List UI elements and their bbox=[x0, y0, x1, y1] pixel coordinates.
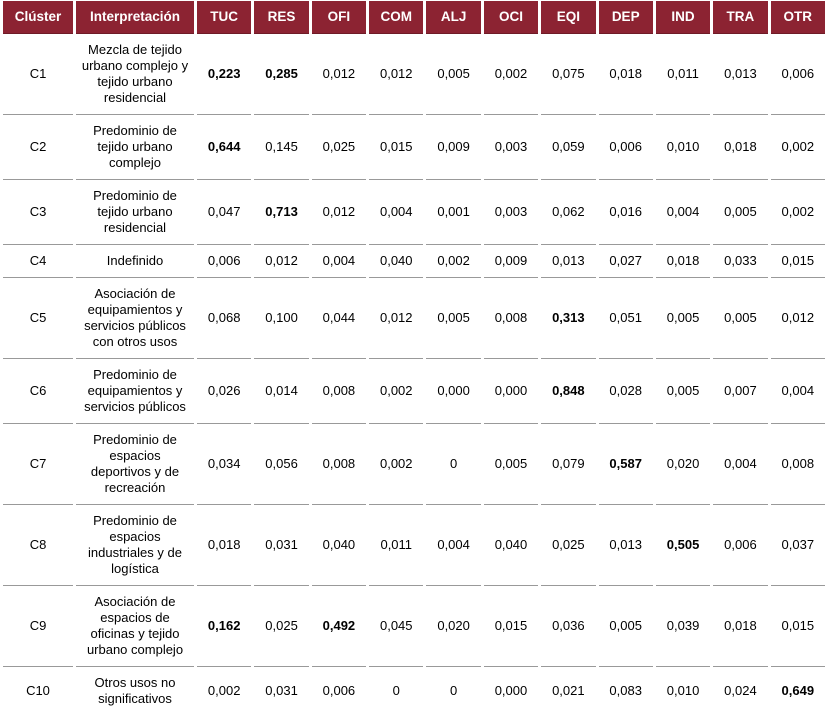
value-cell: 0,005 bbox=[656, 359, 710, 424]
column-header-eqi: EQI bbox=[541, 1, 595, 34]
interpretation-cell: Predominio de equipamientos y servicios públicos bbox=[76, 359, 194, 424]
value-cell: 0,036 bbox=[541, 586, 595, 667]
value-cell: 0,012 bbox=[312, 34, 366, 115]
value-cell: 0,006 bbox=[771, 34, 825, 115]
column-header-cluster: Clúster bbox=[3, 1, 73, 34]
value-cell: 0,004 bbox=[426, 505, 480, 586]
value-cell: 0,012 bbox=[369, 278, 423, 359]
value-cell: 0,027 bbox=[599, 245, 653, 278]
column-header-tra: TRA bbox=[713, 1, 767, 34]
value-cell: 0,005 bbox=[484, 424, 538, 505]
value-cell: 0,018 bbox=[656, 245, 710, 278]
column-header-ofi: OFI bbox=[312, 1, 366, 34]
value-cell: 0,040 bbox=[312, 505, 366, 586]
value-cell: 0,040 bbox=[484, 505, 538, 586]
column-header-dep: DEP bbox=[599, 1, 653, 34]
value-cell: 0,015 bbox=[484, 586, 538, 667]
cluster-cell: C1 bbox=[3, 34, 73, 115]
value-cell: 0,002 bbox=[771, 115, 825, 180]
value-cell: 0,587 bbox=[599, 424, 653, 505]
table-body bbox=[3, 34, 825, 706]
value-cell: 0,002 bbox=[197, 667, 251, 706]
value-cell: 0,008 bbox=[484, 278, 538, 359]
value-cell: 0,005 bbox=[426, 278, 480, 359]
value-cell: 0 bbox=[369, 667, 423, 706]
value-cell: 0,020 bbox=[656, 424, 710, 505]
value-cell: 0,040 bbox=[369, 245, 423, 278]
value-cell: 0,002 bbox=[369, 424, 423, 505]
interpretation-cell: Mezcla de tejido urbano complejo y tejido urbano residencial bbox=[76, 34, 194, 115]
value-cell: 0,012 bbox=[254, 245, 308, 278]
value-cell: 0,008 bbox=[771, 424, 825, 505]
cluster-cell: C7 bbox=[3, 424, 73, 505]
value-cell: 0,002 bbox=[426, 245, 480, 278]
value-cell: 0,001 bbox=[426, 180, 480, 245]
value-cell: 0,062 bbox=[541, 180, 595, 245]
value-cell: 0,004 bbox=[312, 245, 366, 278]
cluster-cell: C6 bbox=[3, 359, 73, 424]
value-cell: 0,000 bbox=[484, 667, 538, 706]
interpretation-cell: Predominio de espacios deportivos y de recreación bbox=[76, 424, 194, 505]
value-cell: 0,037 bbox=[771, 505, 825, 586]
value-cell: 0,000 bbox=[426, 359, 480, 424]
value-cell: 0,025 bbox=[541, 505, 595, 586]
value-cell: 0,025 bbox=[254, 586, 308, 667]
cluster-cell: C10 bbox=[3, 667, 73, 706]
value-cell: 0,004 bbox=[656, 180, 710, 245]
value-cell: 0,013 bbox=[599, 505, 653, 586]
value-cell: 0,044 bbox=[312, 278, 366, 359]
value-cell: 0,039 bbox=[656, 586, 710, 667]
value-cell: 0,005 bbox=[426, 34, 480, 115]
cluster-cell: C9 bbox=[3, 586, 73, 667]
value-cell: 0,015 bbox=[771, 586, 825, 667]
value-cell: 0,004 bbox=[713, 424, 767, 505]
value-cell: 0,031 bbox=[254, 667, 308, 706]
value-cell: 0,021 bbox=[541, 667, 595, 706]
value-cell: 0,713 bbox=[254, 180, 308, 245]
cluster-cell: C2 bbox=[3, 115, 73, 180]
value-cell: 0,031 bbox=[254, 505, 308, 586]
value-cell: 0,005 bbox=[713, 278, 767, 359]
value-cell: 0,000 bbox=[484, 359, 538, 424]
cluster-cell: C4 bbox=[3, 245, 73, 278]
value-cell: 0,018 bbox=[713, 586, 767, 667]
value-cell: 0,005 bbox=[599, 586, 653, 667]
value-cell: 0,002 bbox=[771, 180, 825, 245]
value-cell: 0,068 bbox=[197, 278, 251, 359]
column-header-oci: OCI bbox=[484, 1, 538, 34]
value-cell: 0,020 bbox=[426, 586, 480, 667]
value-cell: 0,013 bbox=[713, 34, 767, 115]
value-cell: 0,492 bbox=[312, 586, 366, 667]
value-cell: 0,505 bbox=[656, 505, 710, 586]
value-cell: 0,010 bbox=[656, 115, 710, 180]
value-cell: 0,059 bbox=[541, 115, 595, 180]
cluster-cell: C3 bbox=[3, 180, 73, 245]
value-cell: 0,016 bbox=[599, 180, 653, 245]
value-cell: 0,028 bbox=[599, 359, 653, 424]
value-cell: 0,015 bbox=[771, 245, 825, 278]
value-cell: 0 bbox=[426, 424, 480, 505]
value-cell: 0,047 bbox=[197, 180, 251, 245]
value-cell: 0,008 bbox=[312, 424, 366, 505]
value-cell: 0,018 bbox=[713, 115, 767, 180]
value-cell: 0,026 bbox=[197, 359, 251, 424]
table-row-c9 bbox=[3, 586, 825, 667]
value-cell: 0,848 bbox=[541, 359, 595, 424]
table-header bbox=[3, 1, 825, 34]
value-cell: 0,649 bbox=[771, 667, 825, 706]
value-cell: 0,079 bbox=[541, 424, 595, 505]
column-header-ind: IND bbox=[656, 1, 710, 34]
value-cell: 0,145 bbox=[254, 115, 308, 180]
value-cell: 0,162 bbox=[197, 586, 251, 667]
value-cell: 0,006 bbox=[312, 667, 366, 706]
interpretation-cell: Predominio de tejido urbano residencial bbox=[76, 180, 194, 245]
column-header-alj: ALJ bbox=[426, 1, 480, 34]
column-header-otr: OTR bbox=[771, 1, 825, 34]
value-cell: 0,015 bbox=[369, 115, 423, 180]
value-cell: 0,025 bbox=[312, 115, 366, 180]
interpretation-cell: Otros usos no significativos bbox=[76, 667, 194, 706]
value-cell: 0 bbox=[426, 667, 480, 706]
table-row-c1 bbox=[3, 34, 825, 115]
value-cell: 0,005 bbox=[713, 180, 767, 245]
interpretation-cell: Predominio de espacios industriales y de logística bbox=[76, 505, 194, 586]
table-row-c5 bbox=[3, 278, 825, 359]
value-cell: 0,003 bbox=[484, 115, 538, 180]
value-cell: 0,002 bbox=[484, 34, 538, 115]
table-row-c8 bbox=[3, 505, 825, 586]
value-cell: 0,004 bbox=[369, 180, 423, 245]
value-cell: 0,034 bbox=[197, 424, 251, 505]
value-cell: 0,644 bbox=[197, 115, 251, 180]
value-cell: 0,012 bbox=[369, 34, 423, 115]
column-header-res: RES bbox=[254, 1, 308, 34]
value-cell: 0,011 bbox=[656, 34, 710, 115]
header-row bbox=[3, 1, 825, 34]
value-cell: 0,313 bbox=[541, 278, 595, 359]
value-cell: 0,012 bbox=[771, 278, 825, 359]
value-cell: 0,005 bbox=[656, 278, 710, 359]
value-cell: 0,083 bbox=[599, 667, 653, 706]
value-cell: 0,006 bbox=[713, 505, 767, 586]
table-row-c4 bbox=[3, 245, 825, 278]
interpretation-cell: Indefinido bbox=[76, 245, 194, 278]
interpretation-cell: Asociación de equipamientos y servicios públicos con otros usos bbox=[76, 278, 194, 359]
value-cell: 0,012 bbox=[312, 180, 366, 245]
table-row-c10 bbox=[3, 667, 825, 706]
table-row-c2 bbox=[3, 115, 825, 180]
value-cell: 0,010 bbox=[656, 667, 710, 706]
value-cell: 0,003 bbox=[484, 180, 538, 245]
value-cell: 0,007 bbox=[713, 359, 767, 424]
value-cell: 0,285 bbox=[254, 34, 308, 115]
value-cell: 0,006 bbox=[197, 245, 251, 278]
value-cell: 0,008 bbox=[312, 359, 366, 424]
value-cell: 0,009 bbox=[426, 115, 480, 180]
value-cell: 0,002 bbox=[369, 359, 423, 424]
table-row-c6 bbox=[3, 359, 825, 424]
column-header-com: COM bbox=[369, 1, 423, 34]
value-cell: 0,075 bbox=[541, 34, 595, 115]
value-cell: 0,009 bbox=[484, 245, 538, 278]
value-cell: 0,014 bbox=[254, 359, 308, 424]
table-row-c7 bbox=[3, 424, 825, 505]
cluster-cell: C5 bbox=[3, 278, 73, 359]
table-row-c3 bbox=[3, 180, 825, 245]
interpretation-cell: Predominio de tejido urbano complejo bbox=[76, 115, 194, 180]
value-cell: 0,013 bbox=[541, 245, 595, 278]
value-cell: 0,006 bbox=[599, 115, 653, 180]
value-cell: 0,004 bbox=[771, 359, 825, 424]
value-cell: 0,223 bbox=[197, 34, 251, 115]
value-cell: 0,033 bbox=[713, 245, 767, 278]
column-header-tuc: TUC bbox=[197, 1, 251, 34]
value-cell: 0,018 bbox=[599, 34, 653, 115]
value-cell: 0,024 bbox=[713, 667, 767, 706]
interpretation-cell: Asociación de espacios de oficinas y tejido urbano complejo bbox=[76, 586, 194, 667]
cluster-composition-table bbox=[0, 1, 828, 706]
value-cell: 0,056 bbox=[254, 424, 308, 505]
value-cell: 0,011 bbox=[369, 505, 423, 586]
cluster-cell: C8 bbox=[3, 505, 73, 586]
value-cell: 0,018 bbox=[197, 505, 251, 586]
value-cell: 0,051 bbox=[599, 278, 653, 359]
value-cell: 0,100 bbox=[254, 278, 308, 359]
column-header-interpretacion: Interpretación bbox=[76, 1, 194, 34]
value-cell: 0,045 bbox=[369, 586, 423, 667]
